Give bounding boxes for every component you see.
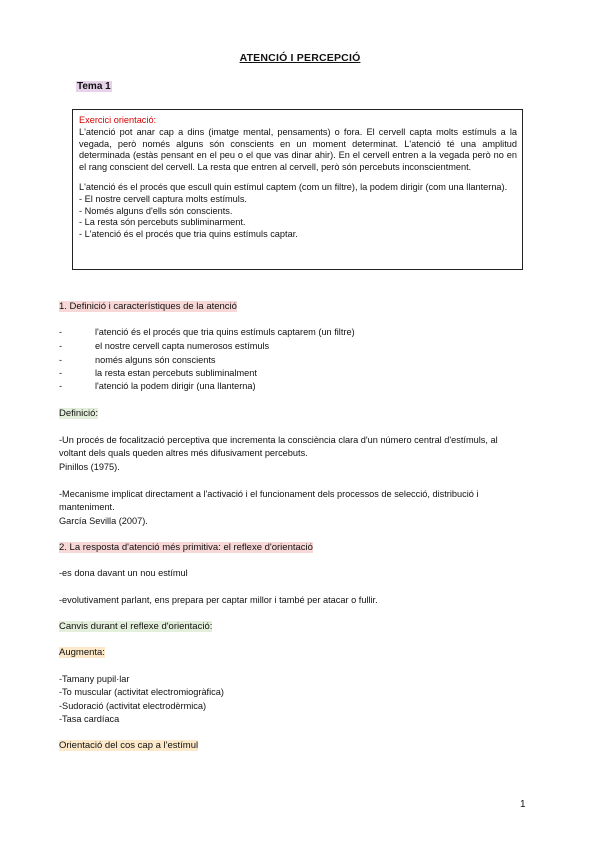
exercise-list-item: - L'atenció és el procés que tria quins estímuls captar.: [79, 229, 298, 240]
definition-2: [59, 488, 525, 528]
definition-1: [59, 434, 525, 474]
exercise-list-item: - Només alguns d'ells són conscients.: [79, 205, 233, 216]
definition-2-source: García Sevilla (2007).: [59, 515, 148, 526]
augmenta-heading: Augmenta:: [59, 647, 105, 658]
exercise-list-item: - El nostre cervell captura molts estímuls.: [79, 193, 247, 204]
definition-2-text: -Mecanisme implicat directament a l'activació i el funcionament dels processos de selecció, distribució i manteniment.: [59, 489, 479, 513]
definition-1-text: -Un procés de focalització perceptiva que incrementa la consciència clara d'un número central d'estímuls, al voltant dels quals queden altres més difusivament percebuts.: [59, 435, 498, 459]
section-2-heading: 2. La resposta d'atenció més primitiva: el reflexe d'orientació: [59, 542, 313, 553]
bullet-dash: -: [59, 381, 63, 391]
bullet-text: l'atenció és el procés que tria quins estímuls captarem (un filtre): [95, 327, 355, 337]
bullet-dash: -: [59, 355, 63, 365]
exercise-box: [72, 109, 523, 270]
augmenta-item: -Tasa cardíaca: [59, 714, 120, 724]
bullet-text: la resta estan percebuts subliminalment: [95, 368, 257, 378]
exercise-paragraph-1: L'atenció pot anar cap a dins (imatge mental, pensaments) o fora. El cervell capta molts estímuls a la vegada, però només alguns són conscients en un moment determinat. L'atenció té una amplitud determinada (estàs pensant en el peu o el que vas dinar ahir). En el cervell entren a la vegada però no en el rang conscient del cervell. La resta que entren al cervell, però són percebuts inconscientment.: [79, 126, 517, 173]
definition-1-source: Pinillos (1975).: [59, 461, 120, 472]
canvis-heading: Canvis durant el reflexe d'orientació:: [59, 621, 213, 632]
augmenta-item: -Tamany pupil·lar: [59, 674, 130, 684]
exercise-heading: Exercici orientació:: [79, 115, 157, 125]
page-number: 1: [520, 799, 526, 810]
exercise-list-item: - La resta són percebuts subliminarment.: [79, 217, 246, 228]
orientacio-heading: Orientació del cos cap a l'estímul: [59, 740, 199, 751]
bullet-text: només alguns són conscients: [95, 355, 216, 365]
bullet-dash: -: [59, 368, 63, 378]
bullet-text: l'atenció la podem dirigir (una llanterna): [95, 381, 256, 391]
section-2-line-2: -evolutivament parlant, ens prepara per captar millor i també per atacar o fullir.: [59, 595, 378, 605]
bullet-dash: -: [59, 341, 63, 351]
section-2-line-1: -es dona davant un nou estímul: [59, 568, 188, 578]
definicio-heading: Definició:: [59, 408, 99, 419]
augmenta-item: -Sudoració (activitat electrodèrmica): [59, 701, 207, 711]
section-1-heading: 1. Definició i característiques de la atenció: [59, 301, 237, 312]
document-title: ATENCIÓ I PERCEPCIÓ: [239, 52, 361, 64]
exercise-paragraph-2: L'atenció és el procés que escull quin estímul captem (com un filtre), la podem dirigir (com una llanterna).: [79, 181, 508, 192]
bullet-dash: -: [59, 327, 63, 337]
augmenta-item: -To muscular (activitat electromiogràfica): [59, 687, 224, 697]
bullet-text: el nostre cervell capta numerosos estímuls: [95, 341, 270, 351]
tema-label: Tema 1: [77, 81, 111, 92]
